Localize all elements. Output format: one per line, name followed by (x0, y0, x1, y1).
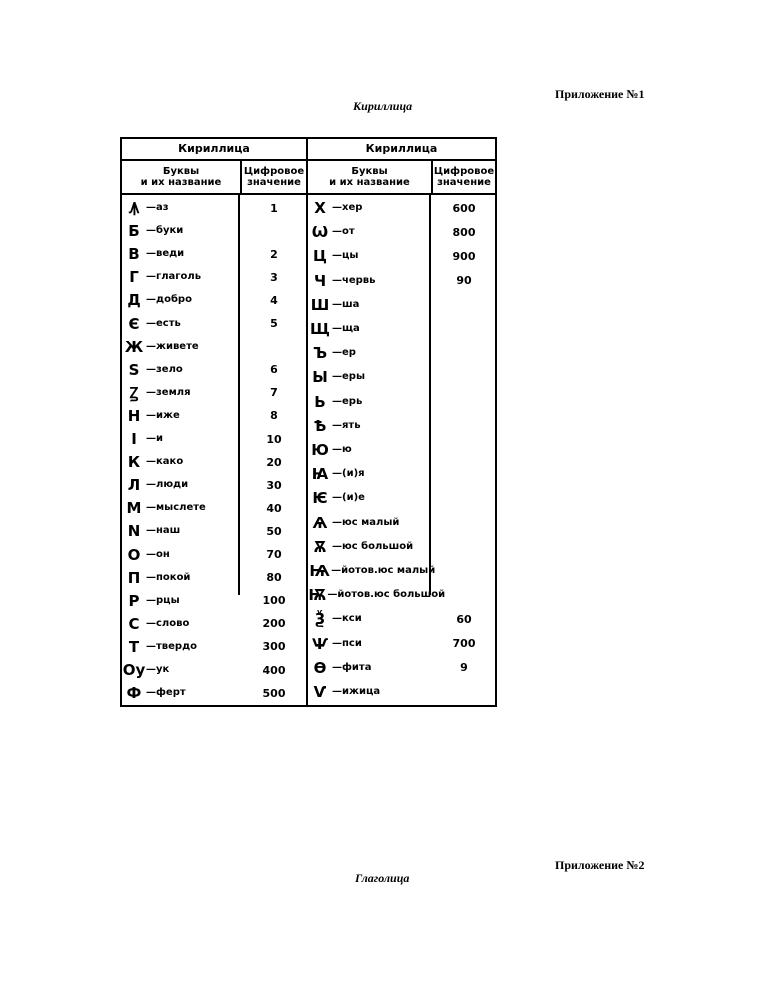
letter-name: —живете (146, 340, 199, 352)
letter-glyph: Ꙟ (128, 199, 140, 217)
header-value-line1: Цифровое (243, 166, 305, 177)
letter-name: —ерь (332, 395, 363, 407)
table-row (122, 474, 306, 496)
header-letters-line2: и их название (140, 177, 222, 188)
table-row (308, 584, 495, 606)
letter-glyph: Х (314, 199, 326, 217)
table-row (308, 221, 495, 243)
numeric-value: 7 (270, 386, 278, 400)
header-value-line1: Цифровое (433, 166, 495, 177)
letter-glyph: Ѱ (311, 634, 329, 653)
letter-name: —пси (332, 637, 362, 649)
letter-name: —слово (146, 617, 190, 629)
letter-name: —ук (146, 664, 170, 675)
letter-name: —юс малый (332, 516, 400, 528)
table-row (308, 463, 495, 485)
letter-name: —йотов.юс малый (331, 565, 436, 576)
letter-glyph: Ж (124, 337, 144, 356)
letter-glyph: Р (128, 591, 140, 610)
table-row (122, 313, 306, 335)
table-row (122, 289, 306, 311)
letter-glyph: Ю (311, 441, 329, 459)
appendix-2-label: Приложение №2 (555, 858, 645, 872)
table-row (308, 681, 495, 703)
table-row (308, 270, 495, 292)
header-letters (122, 161, 240, 193)
letter-name: —фита (332, 661, 372, 673)
numeric-value: 100 (262, 594, 286, 608)
letter-glyph: Л (127, 476, 141, 495)
numeric-value: 800 (452, 225, 476, 239)
letter-name: —ю (332, 444, 352, 455)
header-value-line2: значение (247, 177, 301, 188)
letter-glyph: Д (127, 291, 141, 310)
letter-name: —цы (332, 250, 359, 262)
numeric-value: 4 (270, 293, 278, 307)
letter-name: —он (146, 548, 170, 560)
numeric-value: 200 (262, 617, 286, 631)
table-row (308, 560, 495, 582)
letter-glyph: Ꙁ (129, 383, 139, 402)
letter-name: —мыслете (146, 502, 206, 514)
letter-name: —иже (146, 409, 180, 421)
letter-glyph: Т (128, 637, 140, 656)
numeric-value: 2 (270, 247, 278, 261)
numeric-value: 1 (270, 201, 278, 215)
numeric-value: 30 (266, 478, 282, 492)
table-row (122, 682, 306, 704)
letter-glyph: С (128, 614, 140, 633)
letter-name: —наш (146, 525, 181, 537)
letter-name: —ша (332, 298, 360, 310)
letter-glyph: Ц (313, 247, 327, 266)
cyrillic-table (120, 137, 497, 707)
letter-glyph: Ѥ (312, 489, 328, 508)
numeric-value: 40 (266, 501, 282, 515)
letter-glyph: Ѫ (313, 537, 327, 556)
letter-name: —кси (332, 613, 362, 625)
table-row (122, 428, 306, 450)
numeric-value: 300 (262, 640, 286, 654)
table-row (122, 359, 306, 381)
letter-name: —еры (332, 371, 365, 383)
letter-glyph: Ѯ (314, 610, 326, 629)
table-row (308, 415, 495, 437)
numeric-value: 80 (266, 571, 282, 585)
letter-name: —веди (146, 248, 185, 260)
table-row (122, 382, 306, 404)
letter-glyph: Ъ (312, 344, 328, 363)
letter-name: —от (332, 226, 355, 238)
letter-glyph: Б (128, 222, 140, 241)
letter-name: —аз (146, 202, 169, 213)
letter-glyph: Оу (122, 661, 146, 679)
letter-name: —хер (332, 202, 363, 213)
letter-glyph: Є (128, 314, 140, 333)
letter-name: —ща (332, 323, 360, 334)
letter-name: —земля (146, 386, 191, 398)
table-row (122, 220, 306, 242)
numeric-value: 60 (456, 612, 472, 626)
table-row (308, 318, 495, 340)
table-row (308, 245, 495, 267)
table-row (308, 197, 495, 219)
letter-name: —ять (332, 419, 361, 431)
letter-glyph: О (127, 545, 141, 564)
header-letters (308, 161, 431, 193)
caption-cyrillic: Кириллица (353, 99, 413, 113)
table-row (308, 633, 495, 655)
letter-glyph: Ѵ (313, 683, 327, 701)
table-row (122, 451, 306, 473)
letter-glyph: Ѧ (312, 513, 328, 532)
numeric-value: 5 (270, 317, 278, 330)
letter-glyph: В (128, 245, 140, 264)
letter-glyph: Н (127, 406, 141, 425)
numeric-value: 9 (460, 661, 468, 675)
table-row (308, 512, 495, 534)
letter-name: —ер (332, 347, 356, 359)
letter-name: —добро (146, 294, 192, 306)
table-row (308, 439, 495, 461)
letter-glyph: Щ (310, 320, 330, 338)
letter-name: —твердо (146, 640, 198, 652)
table-row (308, 536, 495, 558)
header-letters-line1: Буквы (162, 166, 200, 177)
header-letters-line1: Буквы (351, 166, 388, 177)
letter-name: —(и)е (332, 492, 365, 504)
table-row (122, 243, 306, 265)
table-right-half (308, 139, 495, 705)
letter-glyph: І (131, 430, 137, 448)
numeric-value: 8 (270, 409, 278, 423)
letter-glyph: S (128, 360, 140, 379)
table-row (308, 657, 495, 679)
letter-name: —зело (146, 363, 183, 375)
letter-glyph: Ы (312, 368, 328, 387)
header-value (431, 161, 495, 193)
numeric-value: 500 (262, 686, 286, 700)
table-row (122, 197, 306, 219)
letter-glyph: Ѭ (308, 586, 327, 605)
numeric-value: 90 (456, 274, 472, 288)
table-row (122, 336, 306, 358)
letter-glyph: Ч (313, 271, 327, 290)
table-title-left: Кириллица (122, 139, 306, 161)
letter-glyph: Ѡ (311, 223, 329, 242)
numeric-value: 10 (266, 432, 282, 446)
letter-glyph: Ѳ (313, 658, 327, 677)
table-title-right: Кириллица (308, 139, 495, 161)
appendix-1-label: Приложение №1 (555, 87, 645, 101)
letter-name: —йотов.юс большой (327, 589, 446, 601)
table-row (308, 391, 495, 413)
table-row (308, 608, 495, 630)
table-row (122, 497, 306, 519)
table-row (308, 294, 495, 316)
letter-glyph: К (127, 453, 141, 472)
letter-name: —ижица (332, 686, 381, 697)
letter-glyph: Ѣ (313, 416, 327, 435)
letter-name: —(и)я (332, 468, 365, 480)
table-row (122, 544, 306, 566)
table-row (122, 405, 306, 427)
table-row (122, 613, 306, 635)
numeric-value: 400 (262, 663, 286, 677)
table-row (308, 342, 495, 364)
numeric-value: 70 (266, 548, 282, 561)
letter-name: —люди (146, 479, 189, 491)
numeric-value: 6 (270, 363, 278, 377)
letter-name: —глаголь (146, 271, 202, 283)
table-row (122, 266, 306, 288)
letter-name: —како (146, 456, 184, 468)
table-row (122, 590, 306, 612)
letter-name: —ферт (146, 687, 186, 699)
header-value-line2: значение (437, 177, 491, 188)
numeric-value: 700 (452, 637, 476, 651)
letter-name: —червь (332, 274, 376, 286)
letter-name: —буки (146, 225, 184, 237)
letter-glyph: N (127, 522, 141, 541)
table-row (308, 487, 495, 509)
table-header-left (122, 161, 306, 195)
numeric-value: 20 (266, 455, 282, 469)
table-row (122, 567, 306, 589)
table-row (308, 366, 495, 388)
numeric-value: 50 (266, 524, 282, 538)
table-header-right (308, 161, 495, 195)
letter-name: —есть (146, 317, 181, 329)
letter-name: —юс большой (332, 540, 414, 552)
numeric-value: 900 (452, 249, 476, 263)
letter-glyph: П (127, 568, 141, 587)
letter-name: —рцы (146, 594, 180, 606)
letter-name: —и (146, 433, 164, 444)
header-letters-line2: и их название (329, 177, 410, 188)
letter-glyph: Ф (126, 684, 142, 703)
letter-glyph: Ѩ (309, 562, 330, 580)
letter-glyph: Ш (310, 295, 330, 314)
table-left-half (122, 139, 308, 705)
letter-glyph: М (126, 499, 142, 518)
letter-glyph: Ь (314, 392, 326, 411)
numeric-value: 600 (452, 201, 476, 215)
letter-glyph: Г (129, 268, 139, 287)
table-row (122, 520, 306, 542)
caption-glagolitic: Глаголица (355, 871, 410, 885)
table-row (122, 636, 306, 658)
numeric-value: 3 (270, 270, 278, 284)
letter-glyph: Ꙗ (311, 465, 329, 484)
letter-name: —покой (146, 571, 191, 583)
table-row (122, 659, 306, 681)
header-value (240, 161, 306, 193)
